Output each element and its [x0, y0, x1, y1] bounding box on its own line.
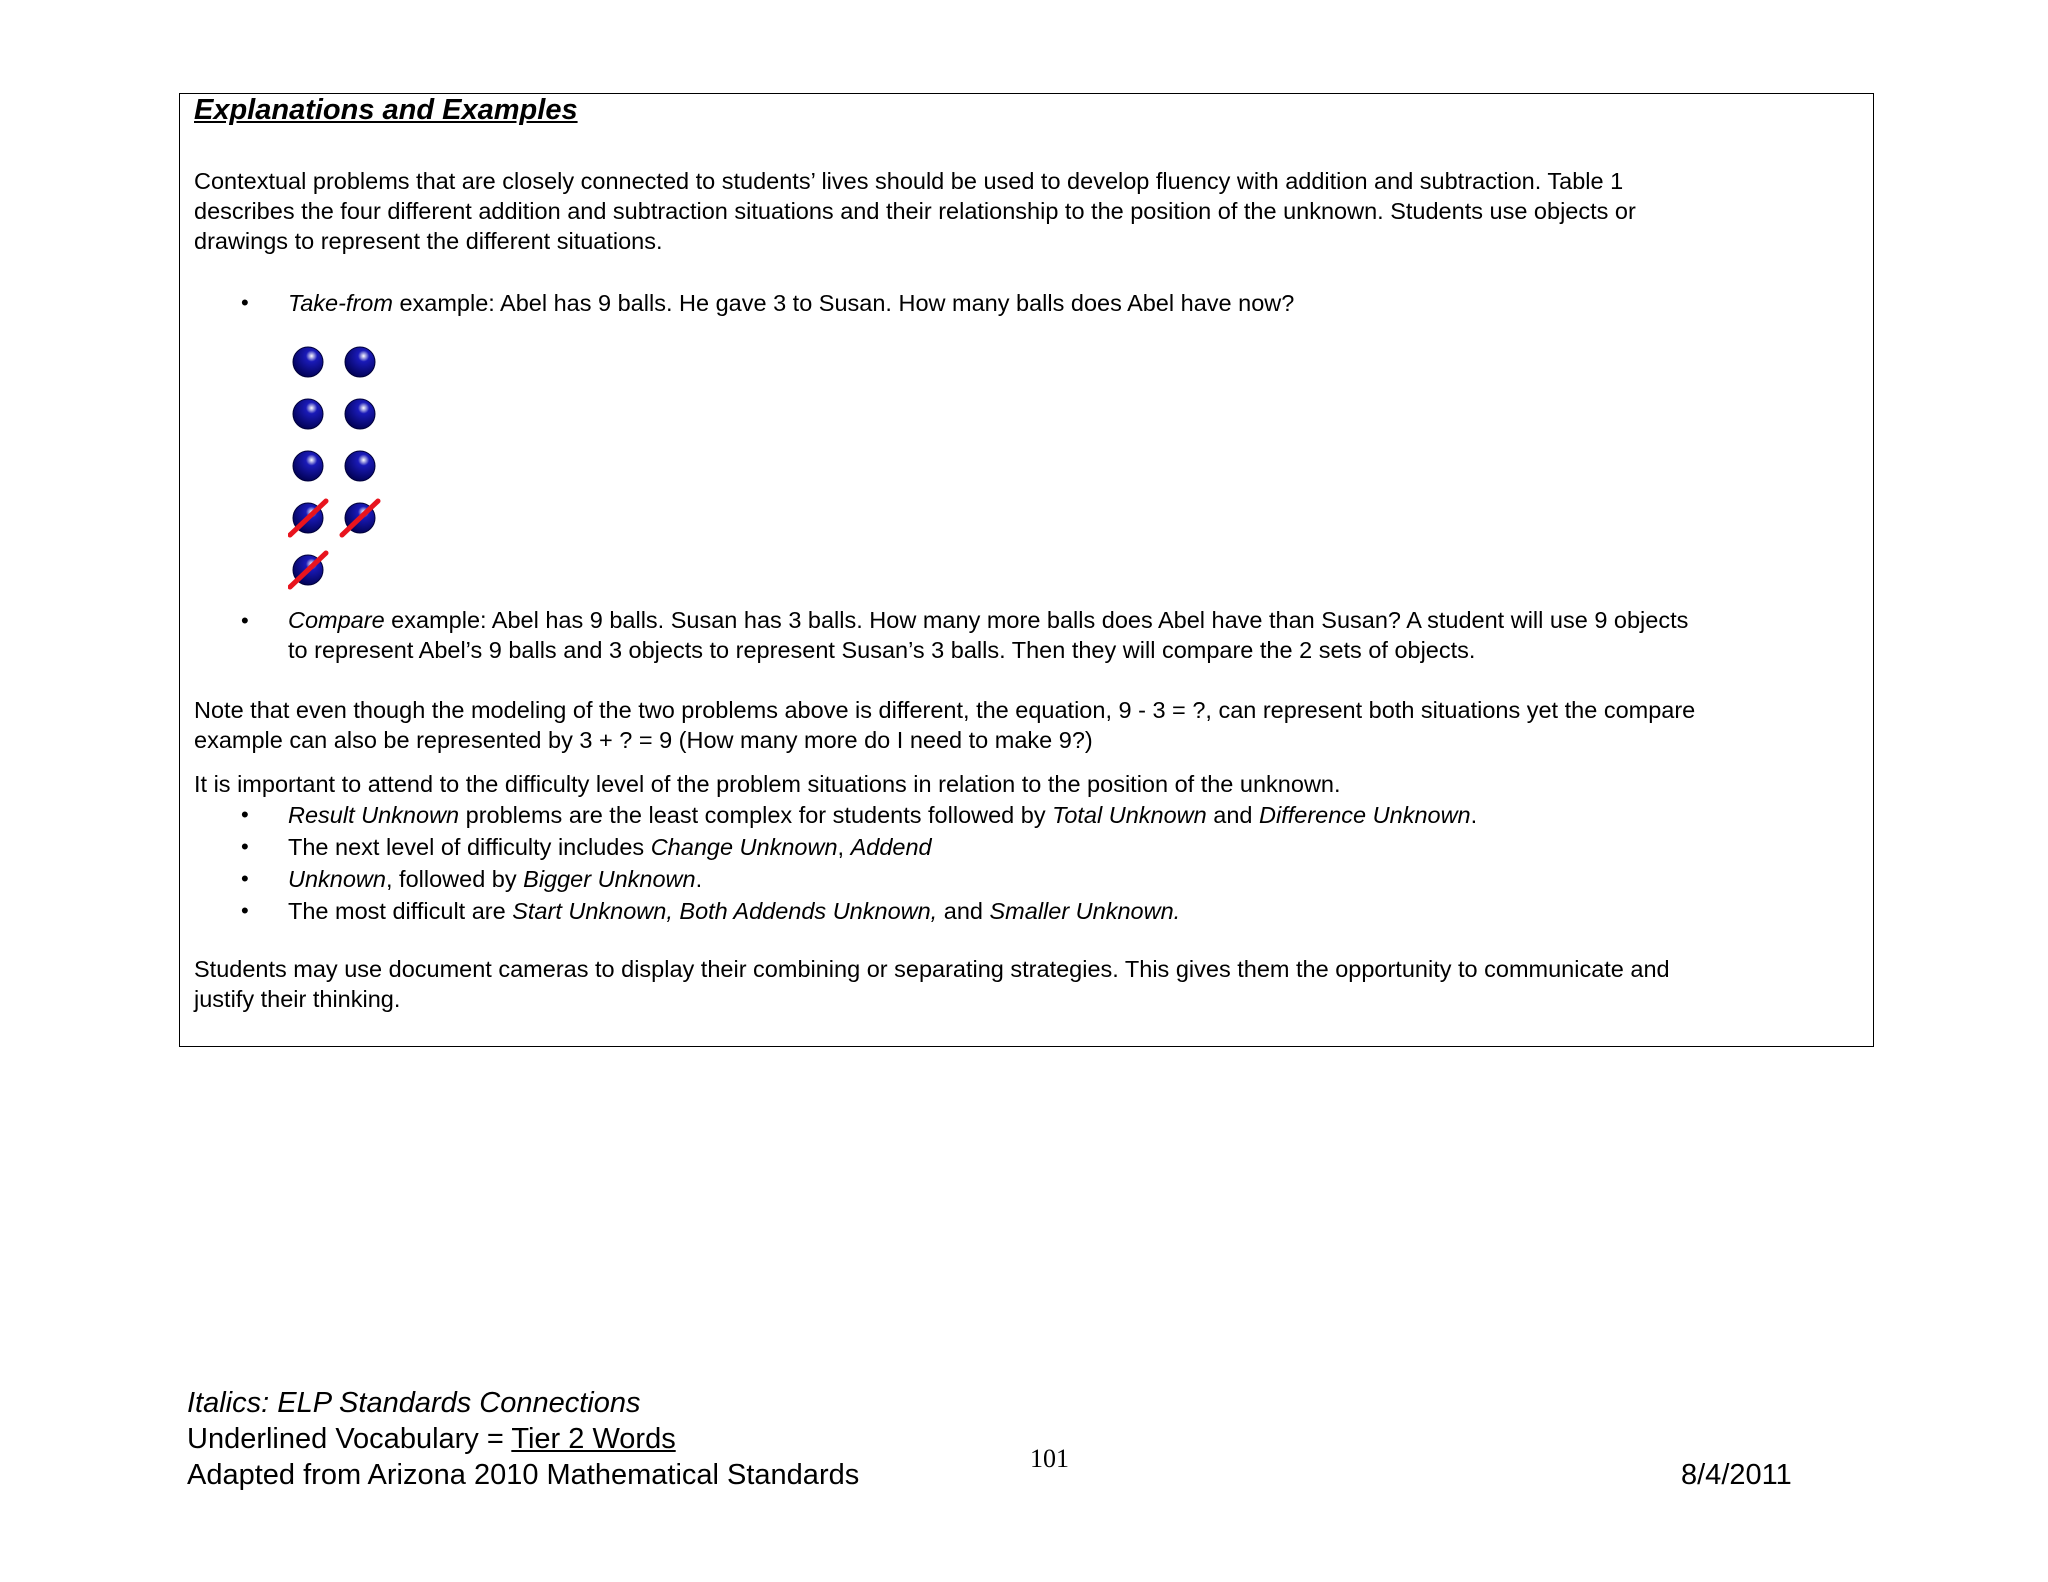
ball	[345, 399, 375, 429]
footer-vocab-note	[187, 1421, 859, 1457]
compare-term: Compare	[288, 607, 385, 633]
compare-text: example: Abel has 9 balls. Susan has 3 balls. How many more balls does Abel have than Susan? A student will use 9 objects	[384, 607, 1689, 633]
difficulty-bullet-3	[288, 864, 702, 894]
term: Change Unknown	[650, 834, 838, 860]
closing-line: justify their thinking.	[194, 986, 401, 1012]
difficulty-intro: It is important to attend to the difficulty level of the problem situations in relation to the position of the unknown.	[194, 771, 1341, 797]
ball-grid	[288, 344, 388, 594]
ball	[293, 399, 323, 429]
intro-line: Contextual problems that are closely connected to students’ lives should be used to develop fluency with addition and subtraction. Table 1	[194, 168, 1624, 194]
difficulty-bullet-1	[288, 800, 1477, 830]
term: Unknown	[288, 866, 386, 892]
bullet-dot: •	[241, 802, 249, 827]
take-from-example	[288, 288, 1294, 318]
text: ,	[837, 834, 851, 860]
term: Difference Unknown	[1259, 802, 1471, 828]
term: Start Unknown, Both Addends Unknown,	[512, 898, 938, 924]
ball	[345, 347, 375, 377]
term: Smaller Unknown.	[989, 898, 1181, 924]
term: Total Unknown	[1052, 802, 1207, 828]
text: and	[937, 898, 990, 924]
note-paragraph	[194, 695, 1695, 755]
footer-date: 8/4/2011	[1681, 1459, 1792, 1491]
intro-paragraph	[194, 166, 1636, 256]
difficulty-bullet-4	[288, 896, 1180, 926]
take-from-text: example: Abel has 9 balls. He gave 3 to Susan. How many balls does Abel have now?	[392, 290, 1295, 316]
closing-line: Students may use document cameras to display their combining or separating strategies. This gives them the opportunity to communicate and	[194, 956, 1670, 982]
bullet-dot: •	[241, 898, 249, 923]
tier-2-words: Tier 2 Words	[511, 1423, 676, 1455]
closing-paragraph	[194, 954, 1670, 1014]
term: Result Unknown	[288, 802, 460, 828]
text: problems are the least complex for students followed by	[459, 802, 1053, 828]
ball-drawing	[288, 344, 388, 594]
intro-line: describes the four different addition and subtraction situations and their relationship to the position of the unknown. Students use objects or	[194, 198, 1636, 224]
footer-italics-note	[187, 1385, 859, 1421]
text: .	[1470, 802, 1478, 828]
text: The next level of difficulty includes	[288, 834, 651, 860]
term: Addend	[850, 834, 932, 860]
ball	[293, 451, 323, 481]
intro-line: drawings to represent the different situations.	[194, 228, 663, 254]
footer-italics-text: Italics: ELP Standards Connections	[187, 1387, 641, 1419]
text: .	[695, 866, 703, 892]
compare-line: to represent Abel’s 9 balls and 3 objects to represent Susan’s 3 balls. Then they will compare the 2 sets of objects.	[288, 637, 1476, 663]
page-number: 101	[1030, 1444, 1069, 1473]
note-line: Note that even though the modeling of the two problems above is different, the equation, 9 - 3 = ?, can represent both situations yet the compare	[194, 697, 1696, 723]
crossed-ball	[342, 501, 378, 535]
note-line: example can also be represented by 3 + ? = 9 (How many more do I need to make 9?)	[194, 727, 1093, 753]
bullet-dot: •	[241, 608, 249, 633]
text: and	[1206, 802, 1260, 828]
text: The most difficult are	[288, 898, 513, 924]
bullet-dot: •	[241, 866, 249, 891]
bullet-dot: •	[241, 834, 249, 859]
crossed-ball	[290, 553, 326, 587]
text: , followed by	[385, 866, 524, 892]
difficulty-bullet-2	[288, 832, 932, 862]
ball	[345, 451, 375, 481]
section-heading: Explanations and Examples	[194, 94, 578, 126]
footer-vocab-text: Underlined Vocabulary =	[187, 1423, 512, 1455]
compare-line	[288, 605, 1688, 635]
footer-legend	[187, 1385, 859, 1493]
bullet-dot: •	[241, 290, 249, 315]
compare-example	[288, 605, 1688, 665]
ball	[293, 347, 323, 377]
crossed-ball	[290, 501, 326, 535]
footer-source: Adapted from Arizona 2010 Mathematical Standards	[187, 1459, 860, 1491]
take-from-term: Take-from	[288, 290, 393, 316]
term: Bigger Unknown	[523, 866, 696, 892]
